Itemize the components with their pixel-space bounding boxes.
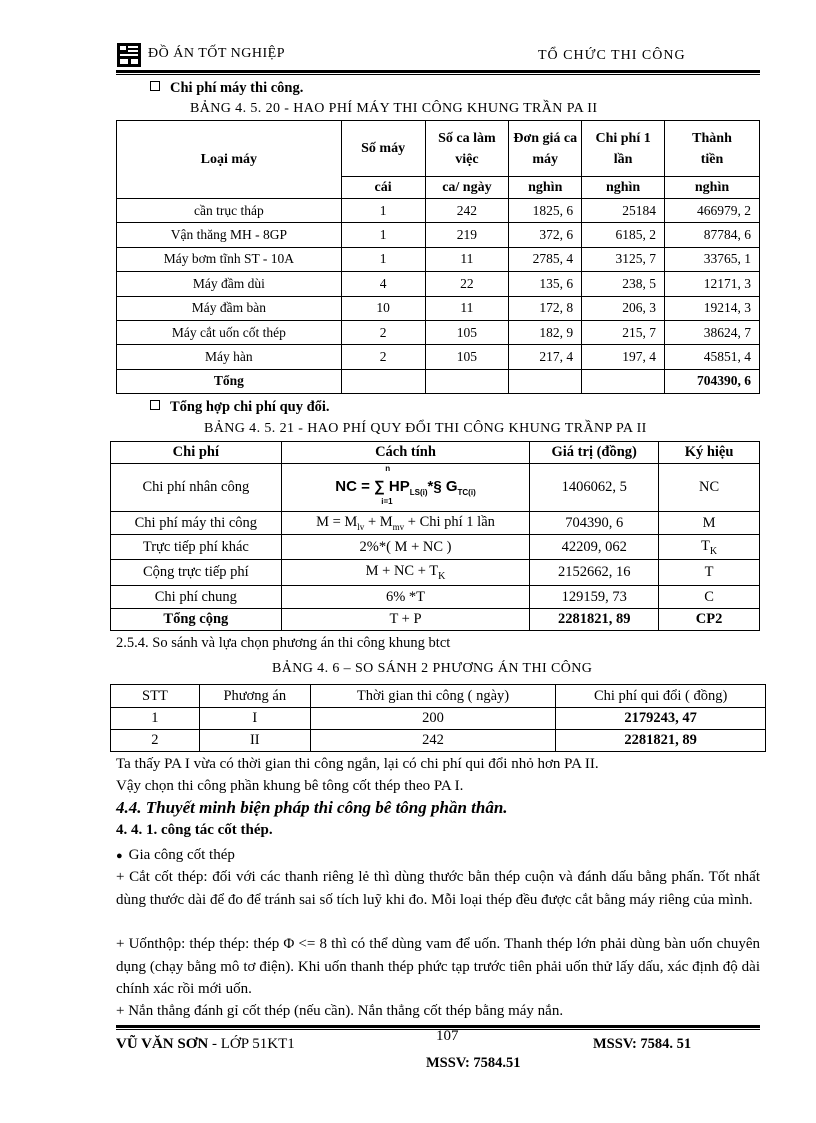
cost-value: 129159, 73	[530, 586, 659, 609]
cell: 206, 3	[582, 296, 665, 320]
cell: I	[199, 708, 310, 730]
total-label: Tổng	[117, 369, 342, 393]
cell: 197, 4	[582, 345, 665, 369]
col-header: Giá trị (đồng)	[530, 442, 659, 464]
formula-lower-limit: i=1	[381, 497, 393, 506]
cell: 22	[425, 272, 509, 296]
machine-name: Máy hàn	[117, 345, 342, 369]
comparison-table	[110, 684, 766, 752]
bullet-dot-icon: ●	[116, 850, 123, 862]
table-row	[111, 586, 760, 609]
total-value: 704390, 6	[665, 369, 760, 393]
header-title-right: TỔ CHỨC THI CÔNG	[538, 48, 686, 63]
cost-value: 2152662, 16	[530, 560, 659, 586]
cost-symbol: NC	[659, 464, 760, 512]
table-row	[117, 199, 760, 223]
cell: 217, 4	[509, 345, 582, 369]
calc-sub: mv	[392, 521, 405, 532]
formula-sub: LS(i)	[409, 488, 428, 497]
table-row	[111, 464, 760, 512]
cost-calc: 6% *T	[281, 586, 530, 609]
cost-symbol: C	[659, 586, 760, 609]
cell: 2179243, 47	[556, 708, 766, 730]
machine-name: Máy bơm tĩnh ST - 10A	[117, 247, 342, 271]
machine-name: Máy cắt uốn cốt thép	[117, 320, 342, 344]
cell: 38624, 7	[665, 320, 760, 344]
cell: 105	[425, 345, 509, 369]
unit-cell: nghìn	[509, 177, 582, 199]
cell: 10	[341, 296, 425, 320]
table-row	[117, 247, 760, 271]
cost-calc: 2%*( M + NC )	[281, 535, 530, 560]
table-row	[117, 223, 760, 247]
table-row	[117, 296, 760, 320]
cell: 2	[341, 320, 425, 344]
converted-cost-table	[110, 441, 760, 631]
col-header: Cách tính	[281, 442, 530, 464]
col-header: Thời gian thi công ( ngày)	[310, 685, 556, 708]
cell: 45851, 4	[665, 345, 760, 369]
cell: 372, 6	[509, 223, 582, 247]
author-class: - LỚP 51KT1	[208, 1036, 295, 1052]
calc-part: M + NC + T	[365, 563, 439, 580]
col-header: Chi phí qui đổi ( đồng)	[556, 685, 766, 708]
heading-4-4-1: 4. 4. 1. công tác cốt thép.	[116, 822, 273, 838]
formula-sub: TC(i)	[457, 488, 476, 497]
cell: 1	[341, 247, 425, 271]
col-header: Phương án	[199, 685, 310, 708]
cell: 135, 6	[509, 272, 582, 296]
conclusion-2: Vậy chọn thi công phần khung bê tông cốt thép theo PA I.	[116, 778, 464, 794]
cell: 200	[310, 708, 556, 730]
table1-caption: BẢNG 4. 5. 20 - HAO PHÍ MÁY THI CÔNG KHUNG TRẦN PA II	[190, 101, 598, 116]
cell: 19214, 3	[665, 296, 760, 320]
cost-name: Trực tiếp phí khác	[111, 535, 282, 560]
cost-calc	[281, 560, 530, 586]
section-summary-cost	[150, 399, 330, 416]
table3-caption: BẢNG 4. 6 – SO SÁNH 2 PHƯƠNG ÁN THI CÔNG	[272, 661, 593, 676]
machine-name: cần trục tháp	[117, 199, 342, 223]
cost-value: 2281821, 89	[530, 609, 659, 631]
col-header: Số máy	[341, 121, 425, 177]
cell: 215, 7	[582, 320, 665, 344]
calc-sub: lv	[357, 521, 365, 532]
formula-rest: *§ G	[427, 478, 458, 495]
table-row	[111, 560, 760, 586]
cell: 4	[341, 272, 425, 296]
machine-name: Vận thăng MH - 8GP	[117, 223, 342, 247]
cost-name: Chi phí chung	[111, 586, 282, 609]
formula-main: NC = ∑ HP	[335, 478, 410, 495]
calc-part: + M	[364, 514, 393, 531]
page-number: 107	[436, 1028, 459, 1044]
header-rule	[116, 70, 760, 73]
cost-name: Chi phí máy thi công	[111, 512, 282, 535]
unit-cell: nghìn	[665, 177, 760, 199]
cell: 219	[425, 223, 509, 247]
cost-value: 42209, 062	[530, 535, 659, 560]
total-row	[117, 369, 760, 393]
footer-author	[116, 1036, 295, 1053]
cost-symbol: M	[659, 512, 760, 535]
cell: 2	[111, 730, 200, 752]
machine-name: Máy đầm bàn	[117, 296, 342, 320]
cost-name: Cộng trực tiếp phí	[111, 560, 282, 586]
footer-mssv-bottom: MSSV: 7584.51	[426, 1055, 521, 1071]
cell: 172, 8	[509, 296, 582, 320]
machine-name: Máy đầm dùi	[117, 272, 342, 296]
unit-cell: nghìn	[582, 177, 665, 199]
cell: 12171, 3	[665, 272, 760, 296]
col-machine-header: Loại máy	[117, 121, 342, 199]
bullet-text: Gia công cốt thép	[128, 847, 235, 863]
col-header: Số ca làm việc	[425, 121, 509, 177]
author-name: VŨ VĂN SƠN	[116, 1036, 209, 1052]
paragraph-bending: + Uốnthộp: thép thép: thép Φ <= 8 thì có thể dùng vam để uốn. Thanh thép lớn phải dùng bàn uốn chuyên dụng (chạy bằng mô tơ điện). Khi uốn thanh thép phức tạp trước tiên phải uốn thử lấy dấu, xác định độ dài chính xác rồi mới uốn.	[116, 936, 760, 997]
col-header: Chi phí 1 lần	[582, 121, 665, 177]
table-row	[111, 730, 766, 752]
cell: 1	[341, 199, 425, 223]
table-row	[111, 708, 766, 730]
cell: 3125, 7	[582, 247, 665, 271]
cell: 238, 5	[582, 272, 665, 296]
table-row	[117, 272, 760, 296]
calc-sub: K	[438, 570, 446, 582]
paragraph-cutting: + Cắt cốt thép: đối với các thanh riêng lẻ thì dùng thước bằn thép cuộn và đánh dấu bằng phấn. Tốt nhất dùng thước dài để đo để tránh sai số tích luỹ khi đo. Mỗi loại thép đều được cắt bằng máy riêng của mình.	[116, 869, 760, 908]
cell: 2281821, 89	[556, 730, 766, 752]
conclusion-1: Ta thấy PA I vừa có thời gian thi công ngắn, lại có chi phí qui đổi nhỏ hơn PA II.	[116, 756, 599, 772]
compare-intro: 2.5.4. So sánh và lựa chọn phương án thi công khung btct	[116, 635, 451, 651]
checkbox-bullet-icon	[150, 400, 160, 410]
table-row	[111, 535, 760, 560]
col-header: Ký hiệu	[659, 442, 760, 464]
table-row	[117, 345, 760, 369]
header-title-left: ĐỒ ÁN TỐT NGHIỆP	[148, 46, 285, 61]
cell: 2	[341, 345, 425, 369]
cost-symbol	[659, 535, 760, 560]
cell: 87784, 6	[665, 223, 760, 247]
cost-name: Chi phí nhân công	[111, 464, 282, 512]
table-row	[111, 512, 760, 535]
checkbox-bullet-icon	[150, 81, 160, 91]
nc-formula	[281, 464, 530, 512]
calc-part: + Chi phí 1 lần	[404, 514, 495, 531]
cell: 242	[310, 730, 556, 752]
cost-name: Tổng cộng	[111, 609, 282, 631]
cost-value: 1406062, 5	[530, 464, 659, 512]
symbol-sub: K	[709, 545, 718, 557]
formula-upper-limit: n	[385, 464, 391, 473]
cell: 105	[425, 320, 509, 344]
cost-calc	[281, 512, 530, 535]
section-machine-cost	[150, 80, 303, 97]
cell: 6185, 2	[582, 223, 665, 247]
cell: 1	[111, 708, 200, 730]
cell: 466979, 2	[665, 199, 760, 223]
unit-cell: cái	[341, 177, 425, 199]
cost-symbol: CP2	[659, 609, 760, 631]
section-title: Chi phí máy thi công.	[170, 80, 304, 96]
symbol-main: T	[701, 537, 710, 554]
section-title: Tổng hợp chi phí quy đổi.	[170, 399, 330, 415]
cost-value: 704390, 6	[530, 512, 659, 535]
cost-symbol: T	[659, 560, 760, 586]
machine-cost-table	[116, 120, 760, 394]
header-rule-thin	[116, 74, 760, 75]
cell: II	[199, 730, 310, 752]
heading-4-4: 4.4. Thuyết minh biện pháp thi công bê tông phần thân.	[116, 798, 508, 817]
cell: 2785, 4	[509, 247, 582, 271]
col-header: Chi phí	[111, 442, 282, 464]
col-header: Thành tiền	[665, 121, 760, 177]
unit-cell: ca/ ngày	[425, 177, 509, 199]
calc-part: M = M	[316, 514, 358, 531]
table2-caption: BẢNG 4. 5. 21 - HAO PHÍ QUY ĐỔI THI CÔNG KHUNG TRẦNP PA II	[204, 421, 647, 436]
cell: 33765, 1	[665, 247, 760, 271]
total-row	[111, 609, 760, 631]
bullet-item	[116, 844, 235, 867]
cell: 242	[425, 199, 509, 223]
footer-mssv-right: MSSV: 7584. 51	[593, 1036, 692, 1052]
paragraph-straighten: + Nắn thẳng đánh gỉ cốt thép (nếu cần). Nắn thẳng cốt thép bằng máy nắn.	[116, 1003, 564, 1019]
cell: 11	[425, 247, 509, 271]
col-header: STT	[111, 685, 200, 708]
table-row	[117, 320, 760, 344]
cell: 182, 9	[509, 320, 582, 344]
cell: 11	[425, 296, 509, 320]
cell: 1825, 6	[509, 199, 582, 223]
school-logo-icon	[116, 42, 142, 68]
cell: 25184	[582, 199, 665, 223]
col-header: Đơn giá ca máy	[509, 121, 582, 177]
cost-calc: T + P	[281, 609, 530, 631]
cell: 1	[341, 223, 425, 247]
